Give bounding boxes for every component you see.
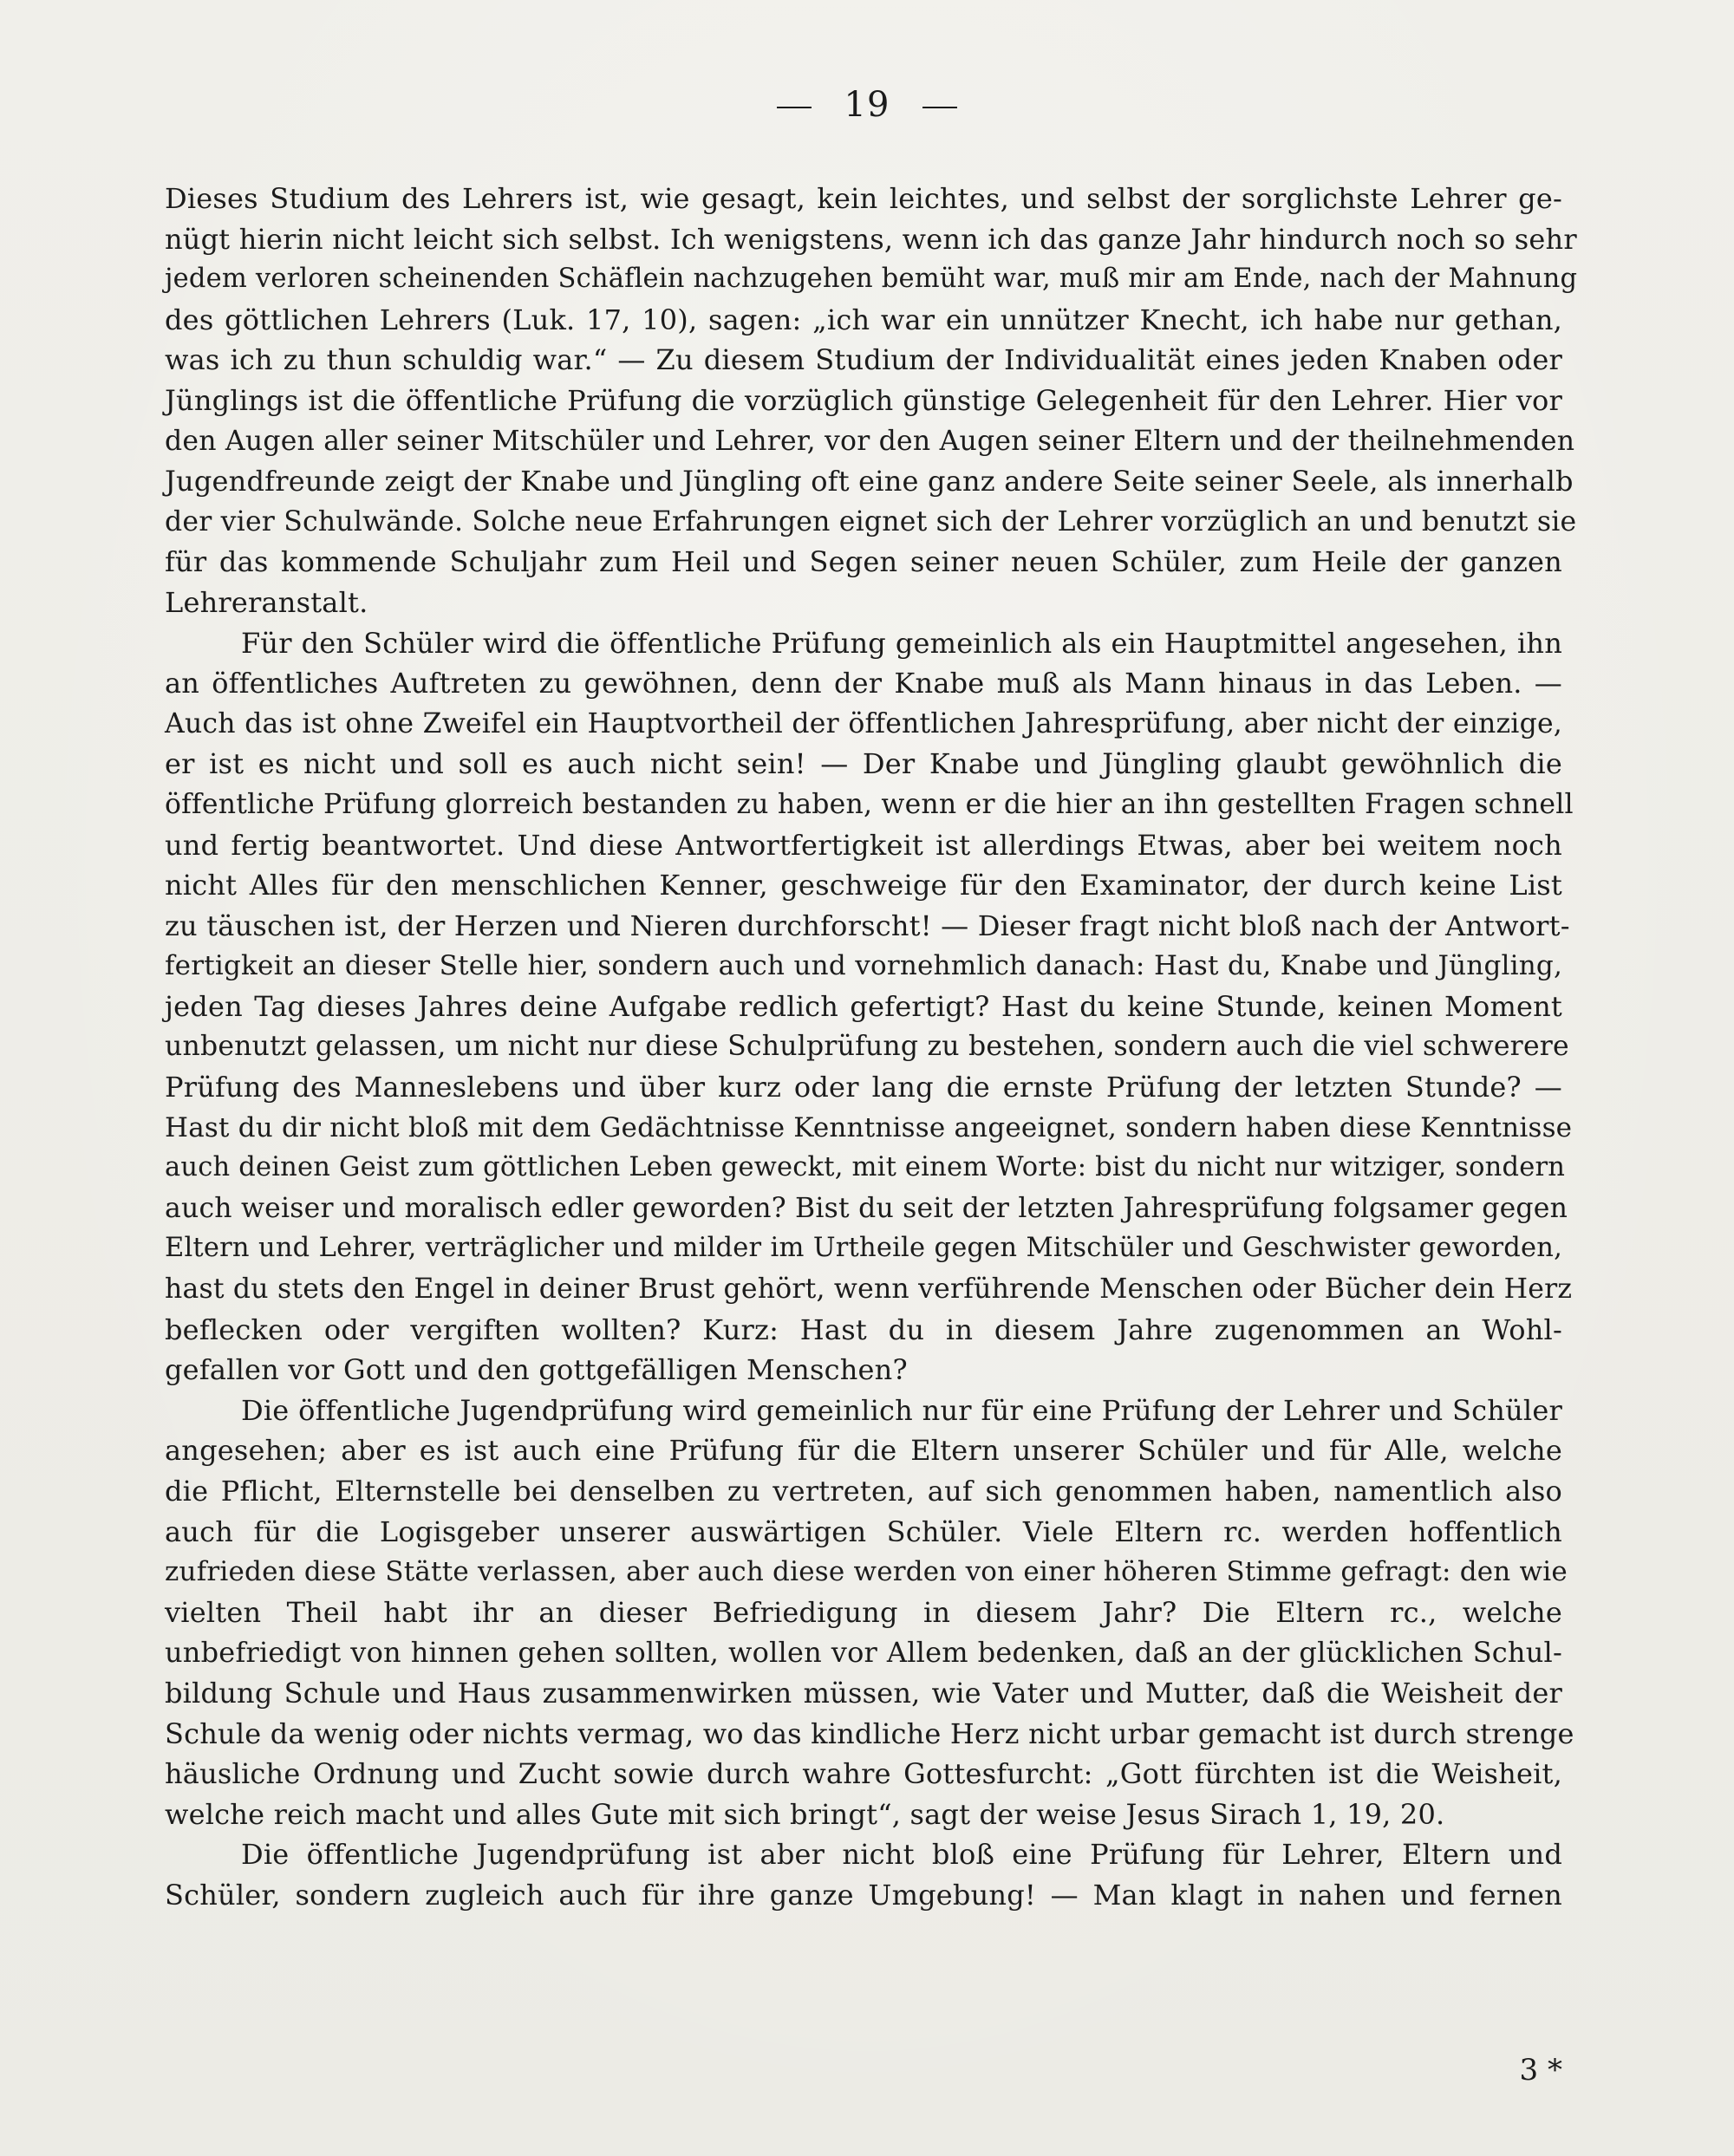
signature-mark: 3 * [1519,2053,1562,2088]
body-text [165,179,1578,1916]
text-line: gefallen vor Gott und den gottgefälligen Menschen? [165,1353,908,1387]
text-line: bildung Schule und Haus zusammenwirken müssen, wie Vater und Mutter, daß die Weisheit der [165,1676,1562,1710]
text-line: an öffentliches Auftreten zu gewöhnen, denn der Knabe muß als Mann hinaus in das Leben. — [165,667,1562,700]
text-line: zufrieden diese Stätte verlassen, aber auch diese werden von einer höheren Stimme gefragt: den wie [165,1556,1568,1588]
text-line: der vier Schulwände. Solche neue Erfahrungen eignet sich der Lehrer vorzüglich an und benutzt sie [165,505,1577,537]
header-dash-left [777,107,812,108]
text-line: öffentliche Prüfung glorreich bestanden zu haben, wenn er die hier an ihn gestellten Fragen schnell [165,788,1574,820]
text-line: nügt hierin nicht leicht sich selbst. Ich wenigstens, wenn ich das ganze Jahr hindurch noch so sehr [165,222,1577,256]
text-line: Schule da wenig oder nichts vermag, wo das kindliche Herz nicht urbar gemacht ist durch strenge [165,1716,1574,1750]
text-line: Die öffentliche Jugendprüfung wird gemeinlich nur für eine Prüfung der Lehrer und Schüler [241,1393,1562,1427]
text-line: Schüler, sondern zugleich auch für ihre ganze Umgebung! — Man klagt in nahen und fernen [165,1878,1562,1912]
text-line: nicht Alles für den menschlichen Kenner, geschweige für den Examinator, der durch keine List [165,869,1562,902]
text-line: angesehen; aber es ist auch eine Prüfung für die Eltern unserer Schüler und für Alle, welche [165,1434,1562,1468]
text-line: er ist es nicht und soll es auch nicht sein! — Der Knabe und Jüngling glaubt gewöhnlich die [165,747,1562,781]
text-line: auch für die Logisgeber unserer auswärtigen Schüler. Viele Eltern rc. werden hoffentlich [165,1514,1562,1548]
text-line: beflecken oder vergiften wollten? Kurz: Hast du in diesem Jahre zugenommen an Wohl- [165,1312,1562,1346]
text-line: was ich zu thun schuldig war.“ — Zu diesem Studium der Individualität eines jeden Knaben oder [165,343,1562,377]
text-line: Hast du dir nicht bloß mit dem Gedächtnisse Kenntnisse angeeignet, sondern haben diese Kenntnisse [165,1111,1573,1143]
text-line: hast du stets den Engel in deiner Brust gehört, wenn verführende Menschen oder Bücher dein Herz [165,1273,1573,1306]
text-line: Lehreranstalt. [165,585,368,619]
text-line: vielten Theil habt ihr an dieser Befriedigung in diesem Jahr? Die Eltern rc., welche [165,1595,1562,1629]
text-line: Für den Schüler wird die öffentliche Prüfung gemeinlich als ein Hauptmittel angesehen, ihn [241,626,1562,660]
text-line: jedem verloren scheinenden Schäflein nachzugehen bemüht war, muß mir am Ende, nach der Mahnung [165,264,1578,295]
header-dash-right [922,107,957,108]
text-line: Jünglings ist die öffentliche Prüfung die vorzüglich günstige Gelegenheit für den Lehrer. Hier vor [165,383,1562,417]
text-line: auch deinen Geist zum göttlichen Leben geweckt, mit einem Worte: bist du nicht nur witziger, sondern [165,1152,1566,1183]
text-line: Eltern und Lehrer, verträglicher und milder im Urtheile gegen Mitschüler und Geschwister geworden, [165,1233,1562,1264]
text-line: Auch das ist ohne Zweifel ein Hauptvortheil der öffentlichen Jahresprüfung, aber nicht der einzige, [165,707,1562,739]
text-line: zu täuschen ist, der Herzen und Nieren durchforscht! — Dieser fragt nicht bloß nach der Antwort- [165,909,1570,942]
text-line: fertigkeit an dieser Stelle hier, sondern auch und vornehmlich danach: Hast du, Knabe und Jüngling, [165,950,1562,982]
text-line: jeden Tag dieses Jahres deine Aufgabe redlich gefertigt? Hast du keine Stunde, keinen Moment [165,989,1562,1023]
text-line: die Pflicht, Elternstelle bei denselben zu vertreten, auf sich genommen haben, namentlich also [165,1475,1562,1508]
text-line: Jugendfreunde zeigt der Knabe und Jüngling oft eine ganz andere Seite seiner Seele, als innerhalb [165,465,1574,498]
text-line: Die öffentliche Jugendprüfung ist aber nicht bloß eine Prüfung für Lehrer, Eltern und [241,1838,1562,1872]
text-line: welche reich macht und alles Gute mit sich bringt“, sagt der weise Jesus Sirach 1, 19, 20. [165,1797,1445,1831]
text-line: unbefriedigt von hinnen gehen sollten, wollen vor Allem bedenken, daß an der glücklichen Schul- [165,1636,1562,1670]
page-number: 19 [844,85,890,125]
text-line: auch weiser und moralisch edler geworden? Bist du seit der letzten Jahresprüfung folgsamer gegen [165,1192,1568,1224]
text-line: Prüfung des Manneslebens und über kurz oder lang die ernste Prüfung der letzten Stunde? — [165,1071,1562,1104]
text-line: den Augen aller seiner Mitschüler und Lehrer, vor den Augen seiner Eltern und der theilnehmenden [165,425,1575,457]
text-line: unbenutzt gelassen, um nicht nur diese Schulprüfung zu bestehen, sondern auch die viel schwerere [165,1031,1569,1063]
text-line: des göttlichen Lehrers (Luk. 17, 10), sagen: „ich war ein unnützer Knecht, ich habe nur gethan, [165,303,1562,336]
page-header [0,85,1734,125]
text-line: für das kommende Schuljahr zum Heil und Segen seiner neuen Schüler, zum Heile der ganzen [165,545,1562,579]
text-line: und fertig beantwortet. Und diese Antwortfertigkeit ist allerdings Etwas, aber bei weitem noch [165,828,1562,862]
text-line: Dieses Studium des Lehrers ist, wie gesagt, kein leichtes, und selbst der sorglichste Lehrer ge- [165,182,1562,215]
text-line: häusliche Ordnung und Zucht sowie durch wahre Gottesfurcht: „Gott fürchten ist die Weisheit, [165,1757,1562,1791]
